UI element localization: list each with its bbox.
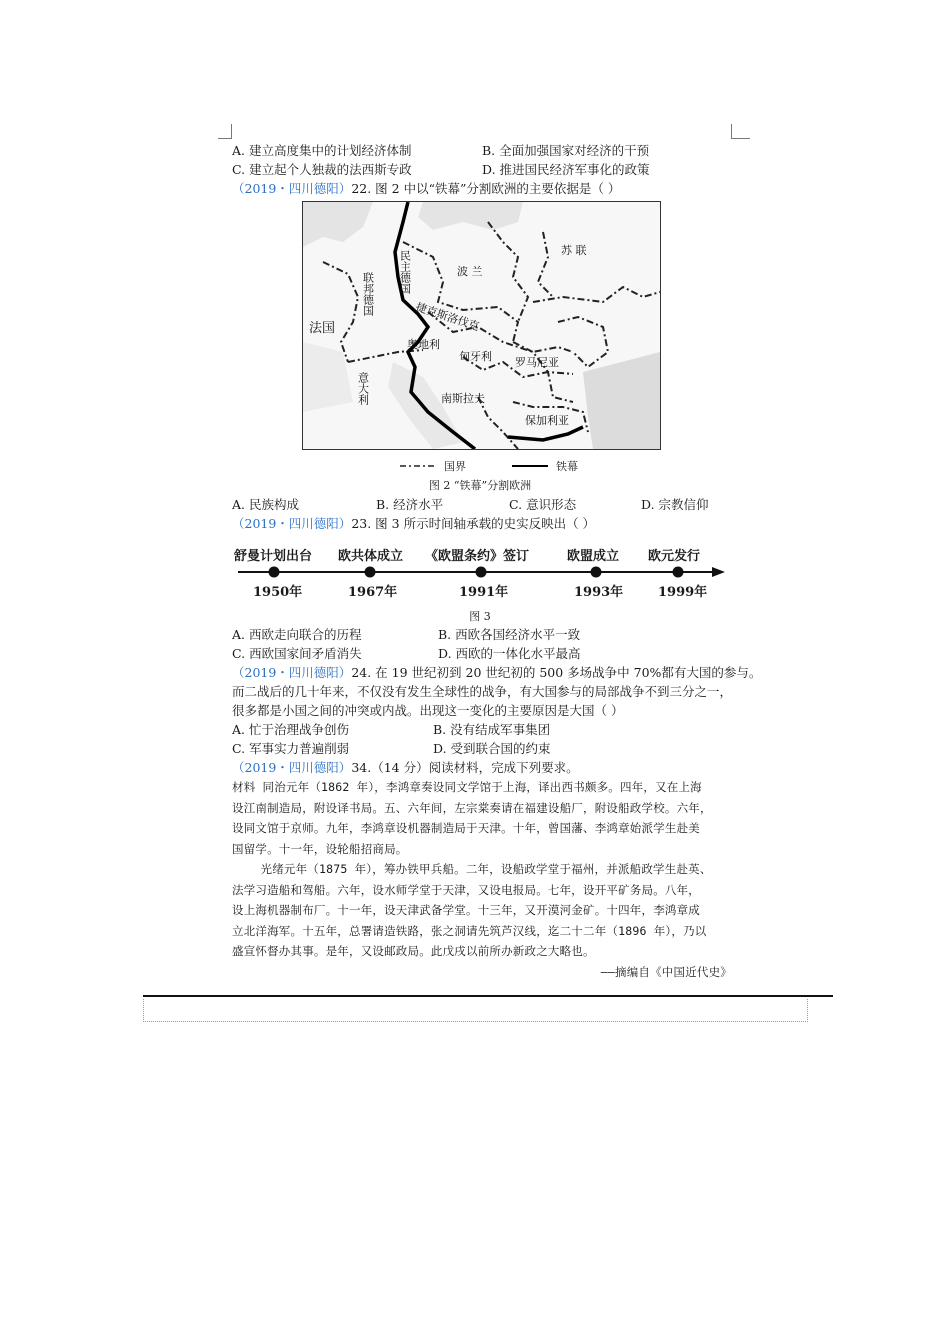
material-line-3: 设同文馆于京师。九年，李鸿章设机器制造局于天津。十年，曾国藩、李鸿章始派学生赴美: [232, 821, 700, 835]
material-line-4: 国留学。十一年，设轮船招商局。: [232, 841, 408, 856]
q23-option-b: B. 西欧各国经济水平一致: [438, 627, 581, 642]
timeline-dot-1991: [476, 567, 487, 578]
q22-option-d: D. 宗教信仰: [641, 497, 709, 512]
timeline-year-3: 1991年: [459, 585, 509, 600]
timeline-dot-1993: [591, 567, 602, 578]
q22-option-a: A. 民族构成: [232, 497, 299, 512]
border-ussr-poland: [538, 232, 553, 297]
timeline: [230, 540, 730, 605]
q34-stem: 34.（14 分）阅读材料，完成下列要求。: [351, 760, 579, 775]
map-label-france: 法国: [309, 321, 336, 336]
crop-mark-top-left: [218, 124, 232, 139]
timeline-year-2: 1967年: [348, 585, 398, 600]
map-label-bulgaria: 保加利亚: [525, 414, 569, 427]
timeline-year-4: 1993年: [574, 585, 624, 600]
timeline-year-5: 1999年: [658, 585, 708, 600]
page-separator: [143, 995, 833, 997]
material-line-5: 光绪元年（1875 年），筹办铁甲兵船。二年，设船政学堂于福州，并派船政学生赴英、: [232, 862, 712, 876]
q24-question-line-3: 很多都是小国之间的冲突或内战。出现这一变化的主要原因是大国（ ）: [232, 703, 624, 718]
q22-source: （2019・四川德阳）: [232, 181, 352, 196]
q22-option-c: C. 意识形态: [509, 497, 577, 512]
map-label-frg: 联邦德国: [361, 272, 375, 316]
material-line-9: 盛宣怀督办其事。是年，又设邮政局。此戊戌以前所办新政之大略也。: [232, 944, 595, 958]
map-label-czech: 捷克斯洛伐克: [414, 300, 481, 334]
map-legend: [400, 458, 578, 474]
q24-option-c: C. 军事实力普遍削弱: [232, 741, 350, 756]
crop-mark-top-right: [731, 124, 750, 139]
figure-2-caption: 图 2 “铁幕”分割欧洲: [428, 479, 532, 492]
timeline-event-4: 欧盟成立: [567, 549, 620, 564]
baltic-sea-area: [418, 202, 523, 230]
iron-curtain-map: [302, 201, 661, 450]
black-sea-area: [583, 352, 660, 449]
q24-option-a: A. 忙于治理战争创伤: [232, 722, 349, 737]
legend-border-swatch: [400, 462, 436, 470]
material-citation: ——摘编自《中国近代史》: [600, 964, 732, 979]
material-line-7: 设上海机器制布厂。十一年，设天津武备学堂。十三年，又开漠河金矿。十四年，李鸿章成: [232, 903, 700, 917]
q23-source: （2019・四川德阳）: [232, 516, 352, 531]
q23-option-a: A. 西欧走向联合的历程: [232, 627, 362, 642]
q22-option-b: B. 经济水平: [376, 497, 444, 512]
timeline-dot-1999: [673, 567, 684, 578]
figure-3-caption: 图 3: [469, 610, 491, 623]
q34-material: [232, 777, 732, 982]
q34-question: [232, 759, 579, 777]
map-label-austria: 奥地利: [407, 338, 440, 351]
iron-curtain-south: [508, 427, 583, 440]
legend-curtain-swatch: [512, 462, 548, 470]
q24-source: （2019・四川德阳）: [232, 665, 352, 680]
timeline-event-3: 《欧盟条约》签订: [425, 549, 530, 564]
q24-question-line-2: 而二战后的几十年来，不仅没有发生全球性的战争，有大国参与的局部战争不到三分之一，: [232, 684, 733, 699]
map-label-gdr: 民主德国: [398, 250, 412, 294]
q24-option-b: B. 没有结成军事集团: [433, 722, 551, 737]
q22-stem: 22. 图 2 中以“铁幕”分割欧洲的主要依据是（ ）: [351, 181, 621, 196]
q34-source: （2019・四川德阳）: [232, 760, 352, 775]
map-label-ussr: 苏 联: [561, 244, 587, 257]
map-svg: [303, 202, 660, 449]
map-label-italy: 意大利: [356, 372, 370, 405]
timeline-year-1: 1950年: [253, 585, 303, 600]
q24-stem-1: 24. 在 19 世纪初到 20 世纪初的 500 多场战争中 70%都有大国的参与。: [351, 665, 762, 680]
timeline-event-1: 舒曼计划出台: [234, 549, 313, 564]
material-line-2: 设江南制造局，附设译书局。五、六年间，左宗棠奏请在福建设船厂，附设船政学校。六年，: [232, 800, 712, 815]
border-west: [323, 262, 358, 362]
material-line-1: 材料 同治元年（1862 年），李鸿章奏设同文学馆于上海，译出西书颇多。四年，又在上海: [232, 780, 702, 794]
west-area: [303, 342, 353, 412]
map-label-yugoslavia: 南斯拉夫: [441, 392, 485, 405]
border-ussr: [533, 287, 660, 302]
q23-question: [232, 515, 595, 533]
map-label-poland: 波 兰: [457, 265, 483, 278]
timeline-event-5: 欧元发行: [648, 549, 701, 564]
q21-option-d: D. 推进国民经济军事化的政策: [482, 162, 650, 177]
q23-option-d: D. 西欧的一体化水平最高: [438, 646, 581, 661]
material-line-6: 法学习造船和驾船。六年，设水师学堂于天津，又设电报局。七年，设开平矿务局。八年，: [232, 882, 700, 897]
q21-option-c: C. 建立起个人独裁的法西斯专政: [232, 162, 412, 177]
material-line-8: 立北洋海军。十五年，总署请造铁路，张之洞请先筑芦汉线，迄二十二年（1896 年），乃以: [232, 923, 707, 938]
next-page-frame: [143, 999, 808, 1022]
timeline-arrow: [712, 567, 725, 577]
adriatic-area: [388, 362, 463, 449]
legend-border-label: 国界: [444, 460, 466, 473]
q24-question-line-1: [232, 664, 761, 682]
legend-curtain-label: 铁幕: [556, 460, 578, 473]
q21-option-b: B. 全面加强国家对经济的干预: [482, 143, 650, 158]
border-romania-east: [558, 317, 608, 367]
q23-option-c: C. 西欧国家间矛盾消失: [232, 646, 362, 661]
map-label-hungary: 匈牙利: [459, 350, 492, 363]
q22-question: [232, 180, 620, 198]
q23-stem: 23. 图 3 所示时间轴承载的史实反映出（ ）: [351, 516, 596, 531]
q21-option-a: A. 建立高度集中的计划经济体制: [232, 143, 412, 158]
timeline-dot-1950: [269, 567, 280, 578]
q24-option-d: D. 受到联合国的约束: [433, 741, 551, 756]
north-sea-area: [303, 202, 373, 247]
timeline-dot-1967: [365, 567, 376, 578]
map-label-romania: 罗马尼亚: [515, 356, 559, 369]
timeline-event-2: 欧共体成立: [338, 549, 404, 564]
